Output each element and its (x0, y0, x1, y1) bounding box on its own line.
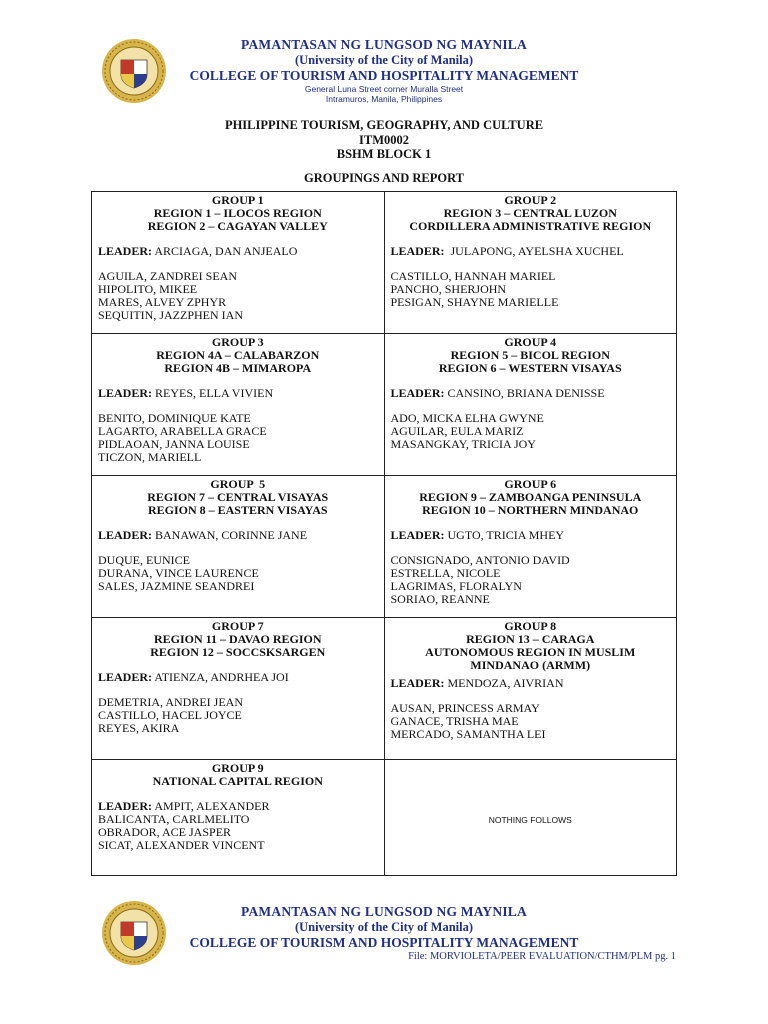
course-code: ITM0002 (359, 132, 409, 147)
member-name: AUSAN, PRINCESS ARMAY (390, 701, 540, 715)
leader-name: ATIENZA, ANDRHEA JOI (154, 670, 289, 684)
leader-label: LEADER: (98, 528, 153, 542)
member-name: BALICANTA, CARLMELITO (98, 812, 250, 826)
group-cell (384, 476, 677, 618)
leader-name: BANAWAN, CORINNE JANE (155, 528, 308, 542)
footer-file-reference: File: MORVIOLETA/PEER EVALUATION/CTHM/PLM pg. 1 (408, 951, 676, 962)
group-region: REGION 10 – NORTHERN MINDANAO (422, 503, 639, 517)
table-row (92, 476, 677, 618)
leader-name: JULAPONG, AYELSHA XUCHEL (450, 244, 624, 258)
footer-university: PAMANTASAN NG LUNGSOD NG MAYNILA (241, 904, 527, 919)
group-region: REGION 11 – DAVAO REGION (153, 632, 322, 646)
leader-label: LEADER: (98, 799, 153, 813)
leader-label: LEADER: (98, 386, 153, 400)
group-title: GROUP 7 (211, 619, 264, 633)
leader-label: LEADER: (390, 386, 445, 400)
group-title: GROUP 8 (504, 619, 557, 633)
footer-university-en: (University of the City of Manila) (294, 920, 474, 934)
group-region: REGION 6 – WESTERN VISAYAS (438, 361, 622, 375)
member-list (98, 554, 378, 593)
group-cell (92, 476, 385, 618)
table-row (92, 618, 677, 760)
report-title: GROUPINGS AND REPORT (304, 170, 464, 185)
group-leader (391, 677, 671, 690)
group-region: REGION 4A – CALABARZON (156, 348, 320, 362)
leader-label: LEADER: (390, 676, 445, 690)
group-title: GROUP 2 (504, 193, 557, 207)
leader-label: LEADER: (390, 244, 445, 258)
block-title: BSHM BLOCK 1 (336, 147, 432, 161)
group-region: REGION 7 – CENTRAL VISAYAS (147, 490, 329, 504)
group-region: CORDILLERA ADMINISTRATIVE REGION (409, 219, 652, 233)
header-university-en: (University of the City of Manila) (294, 53, 474, 67)
member-name: CASTILLO, HACEL JOYCE (98, 708, 242, 722)
group-cell (384, 618, 677, 760)
group-cell (384, 192, 677, 334)
leader-label: LEADER: (98, 244, 153, 258)
group-leader (98, 529, 378, 542)
group-region: REGION 3 – CENTRAL LUZON (443, 206, 617, 220)
leader-name: AMPIT, ALEXANDER (154, 799, 270, 813)
member-list (98, 813, 378, 852)
member-name: OBRADOR, ACE JASPER (98, 825, 232, 839)
group-leader (98, 671, 378, 684)
member-list (391, 412, 671, 451)
group-leader (98, 245, 378, 258)
group-region: REGION 5 – BICOL REGION (450, 348, 610, 362)
member-name: HIPOLITO, MIKEE (98, 282, 198, 296)
member-name: MARES, ALVEY ZPHYR (98, 295, 227, 309)
member-name: LAGRIMAS, FLORALYN (390, 579, 522, 593)
member-name: MASANGKAY, TRICIA JOY (390, 437, 536, 451)
group-leader (391, 529, 671, 542)
member-list (391, 554, 671, 606)
leader-label: LEADER: (98, 670, 153, 684)
group-leader (391, 387, 671, 400)
member-name: BENITO, DOMINIQUE KATE (98, 411, 251, 425)
member-name: ADO, MICKA ELHA GWYNE (390, 411, 544, 425)
group-region: REGION 12 – SOCCSKSARGEN (150, 645, 326, 659)
footer-college: COLLEGE OF TOURISM AND HOSPITALITY MANAGEMENT (189, 935, 579, 950)
group-leader (391, 245, 671, 258)
member-name: PESIGAN, SHAYNE MARIELLE (390, 295, 559, 309)
leader-name: ARCIAGA, DAN ANJEALO (154, 244, 298, 258)
member-list (98, 270, 378, 322)
table-row (92, 334, 677, 476)
member-name: PANCHO, SHERJOHN (390, 282, 507, 296)
group-cell (92, 334, 385, 476)
member-name: SALES, JAZMINE SEANDREI (98, 579, 255, 593)
header-college: COLLEGE OF TOURISM AND HOSPITALITY MANAGEMENT (189, 68, 579, 83)
member-name: PIDLAOAN, JANNA LOUISE (98, 437, 250, 451)
group-title: GROUP 5 (210, 477, 266, 491)
member-list (98, 412, 378, 464)
member-name: DURANA, VINCE LAURENCE (98, 566, 259, 580)
nothing-follows-cell (384, 760, 677, 876)
member-name: AGUILA, ZANDREI SEAN (98, 269, 237, 283)
header-address-line1: General Luna Street corner Muralla Street (304, 84, 464, 94)
member-name: LAGARTO, ARABELLA GRACE (98, 424, 267, 438)
group-title: GROUP 3 (211, 335, 264, 349)
group-region: REGION 1 – ILOCOS REGION (153, 206, 322, 220)
member-name: TICZON, MARIELL (98, 450, 202, 464)
table-row (92, 760, 677, 876)
group-region: REGION 9 – ZAMBOANGA PENINSULA (419, 490, 642, 504)
group-title: GROUP 4 (504, 335, 557, 349)
header-university: PAMANTASAN NG LUNGSOD NG MAYNILA (241, 37, 527, 52)
group-leader (98, 387, 378, 400)
leader-name: CANSINO, BRIANA DENISSE (447, 386, 605, 400)
group-title: GROUP 6 (504, 477, 557, 491)
group-title: GROUP 1 (211, 193, 264, 207)
member-name: SORIAO, REANNE (390, 592, 490, 606)
document-titles (0, 118, 768, 185)
group-region: AUTONOMOUS REGION IN MUSLIM MINDANAO (ARMM) (425, 645, 636, 672)
groups-table (91, 191, 677, 876)
leader-name: MENDOZA, AIVRIAN (447, 676, 564, 690)
member-name: CASTILLO, HANNAH MARIEL (390, 269, 556, 283)
table-row (92, 192, 677, 334)
leader-name: REYES, ELLA VIVIEN (155, 386, 274, 400)
group-cell (92, 760, 385, 876)
leader-name: UGTO, TRICIA MHEY (447, 528, 565, 542)
group-region: REGION 4B – MIMAROPA (164, 361, 312, 375)
group-cell (384, 334, 677, 476)
leader-label: LEADER: (390, 528, 445, 542)
nothing-follows-text: NOTHING FOLLOWS (488, 815, 572, 825)
member-name: MERCADO, SAMANTHA LEI (390, 727, 546, 741)
group-region: NATIONAL CAPITAL REGION (152, 774, 323, 788)
member-name: CONSIGNADO, ANTONIO DAVID (390, 553, 570, 567)
member-name: GANACE, TRISHA MAE (390, 714, 519, 728)
member-name: ESTRELLA, NICOLE (390, 566, 501, 580)
course-title: PHILIPPINE TOURISM, GEOGRAPHY, AND CULTURE (224, 118, 544, 132)
member-name: SICAT, ALEXANDER VINCENT (98, 838, 265, 852)
group-cell (92, 618, 385, 760)
group-region: REGION 2 – CAGAYAN VALLEY (147, 219, 328, 233)
member-name: DEMETRIA, ANDREI JEAN (98, 695, 243, 709)
group-region: REGION 13 – CARAGA (466, 632, 595, 646)
group-title: GROUP 9 (211, 761, 264, 775)
group-region: REGION 8 – EASTERN VISAYAS (147, 503, 328, 517)
member-name: AGUILAR, EULA MARIZ (390, 424, 524, 438)
member-list (391, 702, 671, 741)
group-cell (92, 192, 385, 334)
member-name: DUQUE, EUNICE (98, 553, 190, 567)
member-name: REYES, AKIRA (98, 721, 180, 735)
member-name: SEQUITIN, JAZZPHEN IAN (98, 308, 243, 322)
header-address-line2: Intramuros, Manila, Philippines (325, 94, 443, 104)
member-list (391, 270, 671, 309)
member-list (98, 696, 378, 735)
